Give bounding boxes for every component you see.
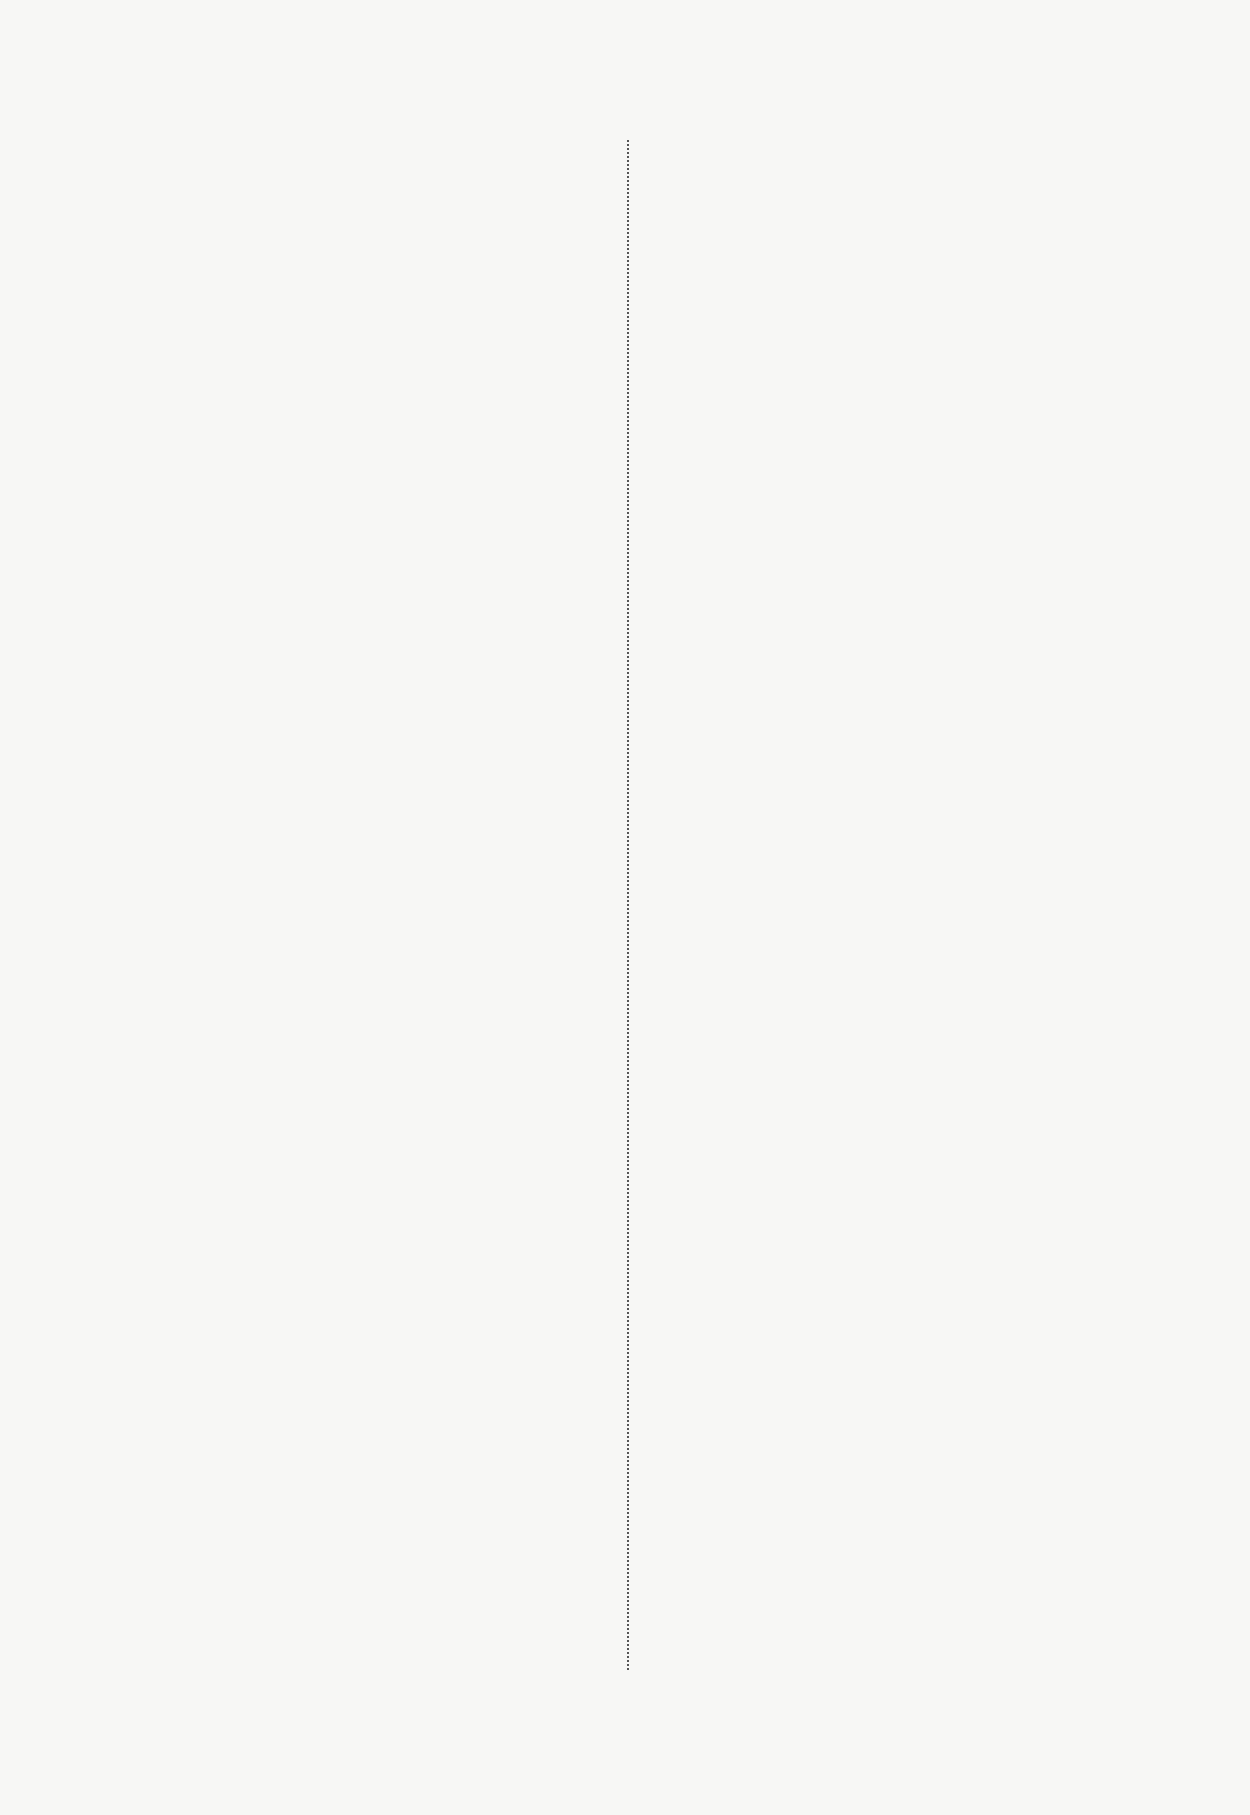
column-divider: [627, 140, 629, 1670]
